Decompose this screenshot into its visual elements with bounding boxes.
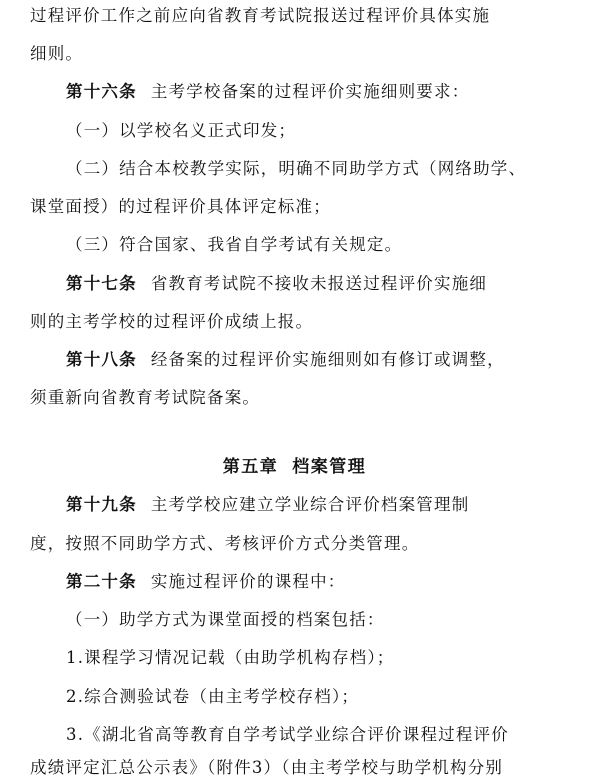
text-line: 3.《湖北省高等教育自学考试学业综合评价课程过程评价 <box>66 725 509 744</box>
chapter-number: 第五章 <box>222 457 279 477</box>
article-label: 第十九条 <box>66 495 137 514</box>
article-label: 第二十条 <box>66 572 137 591</box>
text-line: 2.综合测验试卷（由主考学校存档）； <box>66 687 360 706</box>
text-line: （一）以学校名义正式印发； <box>66 121 297 140</box>
article-label: 第十六条 <box>66 82 137 101</box>
text-line: 须重新向省教育考试院备案。 <box>30 388 261 407</box>
text-line: （一）助学方式为课堂面授的档案包括： <box>66 610 385 629</box>
article-20 <box>0 571 589 593</box>
chapter-heading <box>0 456 589 478</box>
text-line: 过程评价工作之前应向省教育考试院报送过程评价具体实施 <box>30 6 491 25</box>
article-text: 省教育考试院不接收未报送过程评价实施细 <box>150 274 488 293</box>
article-18 <box>0 349 589 371</box>
article-text: 实施过程评价的课程中： <box>150 572 346 591</box>
text-line: 细则。 <box>30 44 84 63</box>
article-text: 主考学校备案的过程评价实施细则要求： <box>150 82 470 101</box>
text-line: 1.课程学习情况记载（由助学机构存档）； <box>66 648 395 667</box>
article-17 <box>0 273 589 295</box>
text-line: （二）结合本校教学实际，明确不同助学方式（网络助学、 <box>66 159 527 178</box>
article-label: 第十八条 <box>66 350 137 369</box>
article-16 <box>0 81 589 103</box>
article-text: 主考学校应建立学业综合评价档案管理制 <box>150 495 470 514</box>
text-line: 课堂面授）的过程评价具体评定标准； <box>30 197 331 216</box>
text-line: 度，按照不同助学方式、考核评价方式分类管理。 <box>30 534 420 553</box>
article-label: 第十七条 <box>66 274 137 293</box>
article-19 <box>0 494 589 516</box>
text-line: 成绩评定汇总公示表》（附件3）（由主考学校与助学机构分别 <box>30 758 504 777</box>
article-text: 经备案的过程评价实施细则如有修订或调整， <box>150 350 505 369</box>
chapter-title: 档案管理 <box>292 457 367 477</box>
text-line: 则的主考学校的过程评价成绩上报。 <box>30 312 314 331</box>
text-line: （三）符合国家、我省自学考试有关规定。 <box>66 235 403 254</box>
